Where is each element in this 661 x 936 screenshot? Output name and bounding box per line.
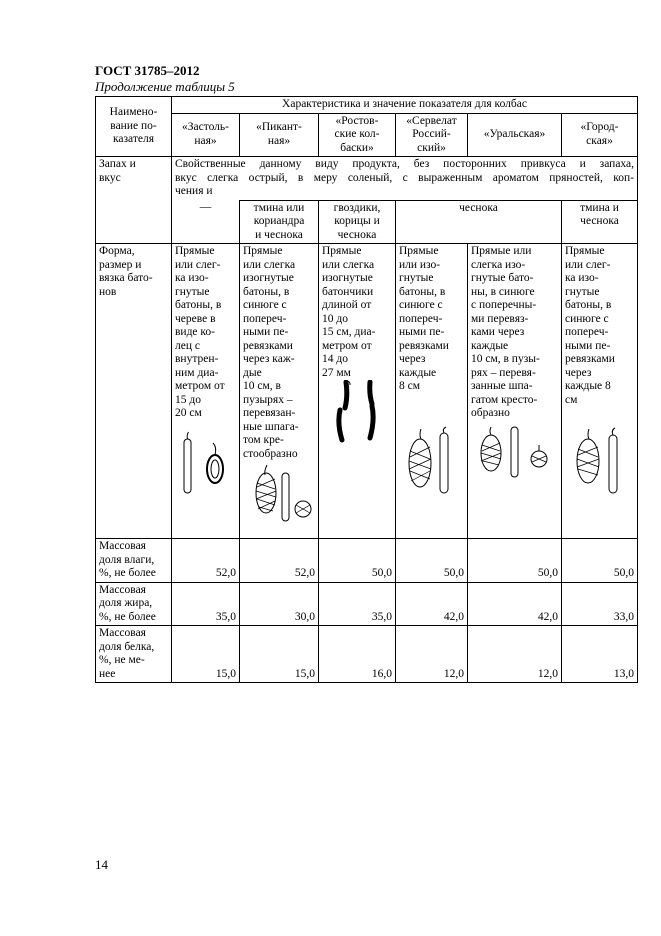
smell-common-text <box>172 157 638 201</box>
indicator-header: Наимено- вание по- казателя <box>96 97 172 157</box>
header-row <box>96 97 638 114</box>
fat-value: 35,0 <box>172 582 240 626</box>
moisture-value: 50,0 <box>319 539 396 583</box>
column-names-row <box>96 113 638 157</box>
characteristics-header: Характеристика и значение показателя для колбас <box>172 97 638 114</box>
moisture-value: 52,0 <box>240 539 319 583</box>
smell-servelat-uralskaya: чеснока <box>396 200 562 244</box>
smell-rostovskie: гвоздики, корицы и чеснока <box>319 200 396 244</box>
page-number: 14 <box>95 857 108 872</box>
moisture-value: 52,0 <box>172 539 240 583</box>
protein-row <box>96 626 638 683</box>
smell-row <box>96 157 638 201</box>
smell-line-1: Свойственные данному виду продукта, без посторонних привкуса и запаха, <box>175 158 635 170</box>
form-text: Прямые или слегка изогнутые батончики длиной от 10 до 15 см, диа- метром от 14 до 27 мм <box>322 245 376 379</box>
fat-value: 35,0 <box>319 582 396 626</box>
form-uralskaya <box>468 244 562 539</box>
form-zastolnaya <box>172 244 240 539</box>
sausage-links-illustration <box>322 380 392 448</box>
form-pikantnaya <box>240 244 319 539</box>
col-gorodskaya: «Город- ская» <box>562 113 638 157</box>
col-zastolnaya: «Застоль- ная» <box>172 113 240 157</box>
moisture-row <box>96 539 638 583</box>
moisture-value: 50,0 <box>396 539 468 583</box>
table-continuation-caption: Продолжение таблицы 5 <box>95 79 235 94</box>
fat-label: Массовая доля жира, %, не более <box>96 582 172 626</box>
form-text: Прямые или изо- гнутые батоны, в синюге с попереч- ными пе- ревязками через каждые 8 см <box>399 245 449 392</box>
servelat-illustration <box>399 425 469 505</box>
form-text: Прямые или слег- ка изо- гнутые батоны, в череве в виде ко- лец с внутрен- ним диа- метром от 15 до 20 см <box>175 245 225 419</box>
form-rostovskie <box>319 244 396 539</box>
fat-value: 42,0 <box>468 582 562 626</box>
protein-value: 13,0 <box>562 626 638 683</box>
col-rostovskie: «Ростов- ские кол- баски» <box>319 113 396 157</box>
smell-zastolnaya: — <box>172 200 240 244</box>
smell-spices-row <box>96 200 638 244</box>
fat-value: 33,0 <box>562 582 638 626</box>
smell-gorodskaya: тмина и чеснока <box>562 200 638 244</box>
moisture-label: Массовая доля влаги, %, не более <box>96 539 172 583</box>
moisture-value: 50,0 <box>562 539 638 583</box>
form-text: Прямые или слег- ка изо- гнутые батоны, в синюге с попереч- ными пе- ревязками через каждые 8 см <box>565 245 615 406</box>
form-label: Форма, размер и вязка бато- нов <box>96 244 172 539</box>
fat-row <box>96 582 638 626</box>
form-gorodskaya <box>562 244 638 539</box>
protein-label: Массовая доля белка, %, не ме- нее <box>96 626 172 683</box>
protein-value: 12,0 <box>396 626 468 683</box>
protein-value: 16,0 <box>319 626 396 683</box>
form-row <box>96 244 638 539</box>
smell-label: Запах и вкус <box>96 157 172 244</box>
smell-line-2: вкус слегка острый, в меру соленый, с выраженным ароматом пряностей, коп- <box>175 171 635 184</box>
form-text: Прямые или слегка изогнутые батоны, в синюге с попереч- ными пе- ревязками через каж- дые 10 см, в пузырях – перевязан- ные шпага- том кре- стообразно <box>243 245 299 460</box>
protein-value: 15,0 <box>240 626 319 683</box>
col-uralskaya: «Уральская» <box>468 113 562 157</box>
smell-pikantnaya: тмина или кориандра и чеснока <box>240 200 319 244</box>
ring-sausage-illustration <box>175 425 237 511</box>
smell-line-3: чения и <box>175 185 213 197</box>
form-servelat <box>396 244 468 539</box>
protein-value: 12,0 <box>468 626 562 683</box>
fat-value: 30,0 <box>240 582 319 626</box>
gorodskaya-illustration <box>565 425 635 505</box>
col-pikantnaya: «Пикант- ная» <box>240 113 319 157</box>
sausage-characteristics-table <box>95 96 638 683</box>
form-text: Прямые или слегка изо- гнутые бато- ны, в синюге с поперечны- ми перевяз- ками через каждые 10 см, в пузы- рях – перевя- занные шпа- гатом кресто- образно <box>471 245 540 419</box>
col-servelat: «Сервелат Россий- ский» <box>396 113 468 157</box>
sausage-bunch-illustration <box>243 461 315 537</box>
uralskaya-illustration <box>471 425 559 485</box>
standard-code: ГОСТ 31785–2012 <box>95 63 200 78</box>
moisture-value: 50,0 <box>468 539 562 583</box>
fat-value: 42,0 <box>396 582 468 626</box>
protein-value: 15,0 <box>172 626 240 683</box>
